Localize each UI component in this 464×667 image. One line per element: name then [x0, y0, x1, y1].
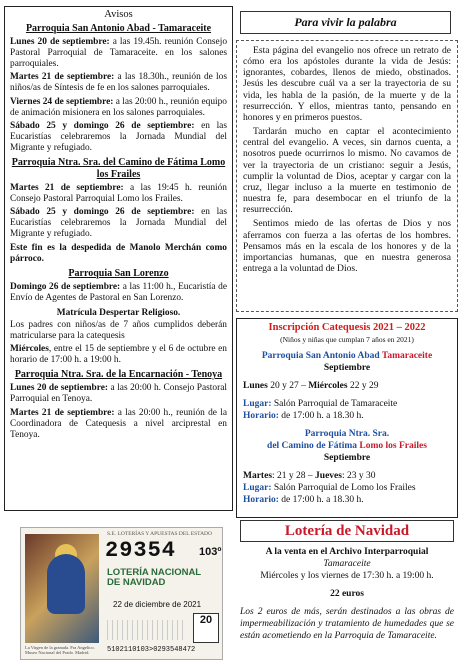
section-heading: Parroquia Ntra. Sra. del Camino de Fátima Lomo los Frailes: [11, 157, 226, 181]
month-label: Septiembre: [323, 453, 371, 463]
notice-item: Lunes 20 de septiembre: a las 19.45h. reunión Consejo Pastoral Parroquial de Tamaraceite. en los salones parroquiales.: [10, 37, 228, 70]
ticket-number: 29354: [105, 538, 177, 563]
ticket-barcode: 5102110103>0293548472: [107, 646, 196, 654]
notice-item: Miércoles, entre el 15 de septiembre y el 6 de octubre en horario de 17:00 h. a 19:00 h.: [10, 344, 227, 366]
notice-item: Sábado 25 y domingo 26 de septiembre: en las Eucaristías celebraremos la Jornada Mundial del Migrante y refugiado.: [10, 120, 227, 153]
section-heading: Parroquia San Antonio Abad - Tamaraceite: [25, 23, 212, 35]
ticket-date: 22 de diciembre de 2021: [113, 600, 202, 609]
lugar: Lugar: Salón Parroquial de Lomo los Frailes: [243, 483, 416, 493]
section-heading: Parroquia San Lorenzo: [68, 267, 169, 279]
lugar: Lugar: Salón Parroquial de Tamaraceite: [243, 399, 398, 409]
matricula-heading: Matrícula Despertar Religioso.: [56, 307, 181, 318]
parish-name: Parroquia San Antonio Abad Tamaraceite: [261, 351, 433, 361]
section-heading: Parroquia Ntra. Sra. de la Encarnación - Tenoya: [14, 369, 223, 381]
loteria-title: Lotería de Navidad: [240, 520, 454, 542]
loteria-panel: [240, 546, 454, 662]
palabra-panel: [236, 40, 458, 312]
avisos-panel: [4, 6, 233, 511]
loteria-note: Los 2 euros de más, serán destinados a las obras de impermeabilización y tratamiento de humedades que se están acometiendo en la Parroquia de Tamaraceite.: [240, 607, 454, 641]
notice-item: Viernes 24 de septiembre: a las 20:00 h., reunión equipo de animación misionera en los salones parroquiales.: [10, 96, 227, 118]
ticket-logo: LOTERÍA NACIONAL DE NAVIDAD: [107, 567, 202, 588]
notice-item: Domingo 26 de septiembre: a las 11:00 h., Eucaristía de Envío de Agentes de Pastoral en San Lorenzo.: [10, 281, 227, 303]
month-label: Septiembre: [323, 363, 371, 373]
notice-item: Este fin es la despedida de Manolo Merchán como párroco.: [10, 242, 227, 264]
matricula-text: Los padres con niños/as de 7 años cumplidos deberán matricularse para la catequesis: [10, 319, 227, 342]
days: Martes: 21 y 28 – Jueves: 23 y 30: [243, 471, 376, 481]
notice-item: Martes 21 de septiembre: a las 19:45 h. reunión Consejo Pastoral Parroquial Lomo los Frailes.: [10, 183, 227, 205]
notice-item: Lunes 20 de septiembre: a las 20:00 h. Consejo Pastoral Parroquial en Tenoya.: [10, 383, 227, 405]
palabra-title: Para vivir la palabra: [240, 11, 451, 34]
loteria-line: Miércoles y los viernes de 17:30 h. a 19:00 h.: [260, 571, 434, 581]
palabra-paragraph: Tardarán mucho en captar el acontecimiento central del evangelio. A veces, sin darnos cuenta, a nosotros puede ocurrirnos lo mismo. No cavamos de ver la trayectoria de un cristiano: seguir a Jesús, cumplir la voluntad de Dios, aceptar y cargar con la cruz, llegar incluso a la muerte en testimonio de nuestra fe, para desembocar en el triunfo de la resurrección.: [243, 126, 451, 216]
notice-item: Martes 21 de septiembre: a las 18.30h., reunión de los niños/as de Síntesis de fe en los salones parroquiales.: [10, 72, 227, 94]
parish-name: del Camino de Fátima Lomo los Frailes: [267, 441, 427, 451]
palabra-paragraph: Sentimos miedo de las ofertas de Dios y nos aferramos con fuerza a las ofertas de los hombres. Pensamos más en la escala de los honores y de la importancias humanas, que en nuestra generosa entrega a la voluntad de Dios.: [243, 218, 451, 274]
catequesis-panel: [236, 318, 458, 518]
parish-name: Parroquia Ntra. Sra.: [304, 429, 390, 439]
notice-item: Sábado 25 y domingo 26 de septiembre: en las Eucaristías celebraremos la Jornada Mundial del Migrante y refugiado.: [10, 207, 227, 240]
ticket-euros: 20: [193, 613, 219, 643]
madonna-painting: [25, 534, 99, 643]
loteria-price: 22 euros: [330, 589, 364, 599]
ticket-draw: 103º: [199, 546, 222, 558]
horario: Horario: de 17:00 h. a 18.30 h.: [243, 495, 364, 505]
ticket-header: S.E. LOTERÍAS Y APUESTAS DEL ESTADO: [107, 531, 212, 537]
notice-item: Martes 21 de septiembre: a las 20:00 h., reunión de la Coordinadora de Catequesis a nivel arciprestal en Tenoya.: [10, 407, 228, 440]
loteria-line: A la venta en el Archivo Interparroquial: [265, 547, 429, 557]
ticket-security-pattern: [107, 620, 187, 640]
horario: Horario: de 17:00 h. a 18.30 h.: [243, 411, 364, 421]
catequesis-subtitle: (Niños y niñas que cumplan 7 años en 2021): [280, 335, 414, 344]
palabra-paragraph: Esta página del evangelio nos ofrece un retrato de cómo era los apóstoles durante la vida de Jesús: ignorantes, cobardes, llenos de miedo, obstinados. Jesús les descubre cuál va a ser la trayectoria de su vida, les habla de la pasión, de la muerte y de la resurrección. Y ellos, mientras tanto, pensando en honores y en primeros puestos.: [243, 45, 451, 123]
catequesis-title: Inscripción Catequesis 2021 – 2022: [268, 322, 426, 333]
avisos-title: Avisos: [104, 9, 133, 20]
loteria-line: Tamaraceite: [323, 559, 371, 569]
days: Lunes 20 y 27 – Miércoles 22 y 29: [243, 381, 379, 391]
ticket-caption: La Virgen de la granada. Fra Angelico. Museo Nacional del Prado. Madrid.: [25, 645, 95, 655]
lottery-ticket-image: [20, 527, 223, 660]
